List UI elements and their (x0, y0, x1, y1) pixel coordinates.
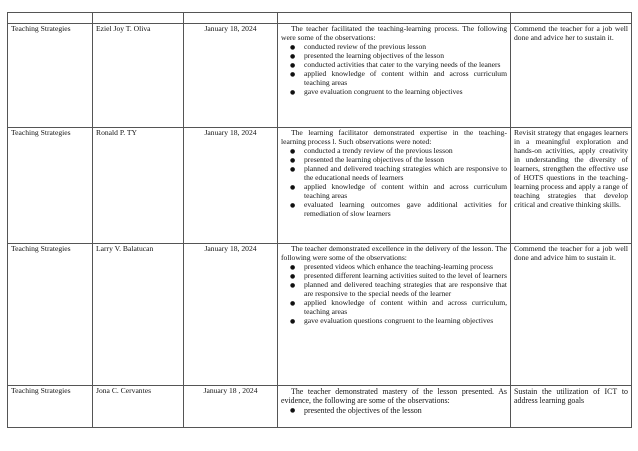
list-item-text: applied knowledge of content within and across curriculum teaching areas (304, 68, 507, 87)
recommendation-cell: Revisit strategy that engages learners in a meaningful exploration and hands-on activities, apply creativity in understanding the diversity of learners, strengthen the effective use of HOTS questions in the teaching-learning process and apply a range of teaching strategies that develop critical and creative thinking skills. (511, 128, 632, 244)
header-cell (184, 13, 278, 24)
bullet-icon: ● (290, 272, 296, 280)
area-cell: Teaching Strategies (8, 244, 93, 386)
header-cell (511, 13, 632, 24)
list-item (290, 181, 507, 201)
list-item-text: conducted a trendy review of the previous lesson (304, 145, 453, 155)
list-item (290, 315, 507, 326)
list-item (290, 405, 507, 415)
teacher-name-cell: Ronald P. TY (93, 128, 184, 244)
bullet-icon: ● (290, 43, 296, 51)
list-item-text: presented the objectives of the lesson (304, 405, 422, 415)
list-item-text: planned and delivered teaching strategies that are responsive that are responsive to the special needs of the learner (304, 279, 507, 298)
bullet-icon: ● (290, 263, 296, 271)
list-item-text: conducted review of the previous lesson (304, 41, 427, 51)
list-item-text: presented different learning activities suited to the level of learners (304, 270, 507, 280)
date-cell: January 18, 2024 (184, 128, 278, 244)
header-cell (278, 13, 511, 24)
list-item-text: presented videos which enhance the teaching-learning process (304, 261, 493, 271)
observations-cell (278, 244, 511, 386)
header-cell (8, 13, 93, 24)
bullet-icon: ● (290, 317, 296, 325)
observations-cell (278, 386, 511, 428)
area-cell: Teaching Strategies (8, 386, 93, 428)
area-cell: Teaching Strategies (8, 24, 93, 128)
observation-list (281, 43, 507, 97)
date-cell: January 18, 2024 (184, 244, 278, 386)
recommendation-cell: Commend the teacher for a job well done and advice her to sustain it. (511, 24, 632, 128)
list-item-text: applied knowledge of content within and across curriculum teaching areas (304, 181, 507, 200)
bullet-icon: ● (290, 147, 296, 155)
bullet-icon: ● (290, 201, 296, 209)
date-cell: January 18 , 2024 (184, 386, 278, 428)
area-cell: Teaching Strategies (8, 128, 93, 244)
bullet-icon: ● (290, 61, 296, 69)
list-item-text: gave evaluation questions congruent to the learning objectives (304, 315, 494, 325)
observation-intro: The learning facilitator demonstrated expertise in the teaching-learning process l. Such observations were noted: (281, 128, 507, 146)
bullet-icon: ● (290, 281, 296, 289)
bullet-icon: ● (290, 406, 296, 414)
list-item (290, 68, 507, 88)
observation-intro: The teacher facilitated the teaching-learning process. The following were some of the observations: (281, 24, 507, 42)
teacher-name-cell: Larry V. Balatucan (93, 244, 184, 386)
table-row (8, 386, 632, 428)
list-item (290, 279, 507, 299)
date-cell: January 18, 2024 (184, 24, 278, 128)
list-item-text: planned and delivered teaching strategies which are responsive to the educational needs of learners (304, 163, 507, 182)
table-row (8, 128, 632, 244)
table-row (8, 24, 632, 128)
observations-cell (278, 24, 511, 128)
recommendation-cell: Sustain the utilization of ICT to address learning goals (511, 386, 632, 428)
table-header-row (8, 13, 632, 24)
list-item-text: applied knowledge of content within and across curriculum, teaching areas (304, 297, 507, 316)
observation-list (281, 147, 507, 219)
bullet-icon: ● (290, 156, 296, 164)
list-item-text: gave evaluation congruent to the learning objectives (304, 86, 463, 96)
observations-cell (278, 128, 511, 244)
list-item-text: presented the learning objectives of the lesson (304, 50, 445, 60)
observation-list (281, 406, 507, 415)
table-row (8, 244, 632, 386)
observation-intro: The teacher demonstrated excellence in the delivery of the lesson. The following were some of the observations: (281, 244, 507, 262)
recommendation-cell: Commend the teacher for a job well done and advice him to sustain it. (511, 244, 632, 386)
list-item (290, 199, 507, 219)
observation-intro: The teacher demonstrated mastery of the lesson presented. As evidence, the following are some of the observations: (281, 387, 507, 406)
header-cell (93, 13, 184, 24)
bullet-icon: ● (290, 52, 296, 60)
list-item (290, 86, 507, 97)
bullet-icon: ● (290, 183, 296, 191)
list-item-text: conducted activities that cater to the varying needs of the leaners (304, 59, 501, 69)
list-item-text: presented the learning objectives of the lesson (304, 154, 445, 164)
bullet-icon: ● (290, 165, 296, 173)
observation-table (7, 12, 632, 428)
bullet-icon: ● (290, 299, 296, 307)
list-item (290, 297, 507, 317)
list-item (290, 163, 507, 183)
teacher-name-cell: Jona C. Cervantes (93, 386, 184, 428)
bullet-icon: ● (290, 70, 296, 78)
observation-list (281, 263, 507, 326)
teacher-name-cell: Eziel Joy T. Oliva (93, 24, 184, 128)
bullet-icon: ● (290, 88, 296, 96)
list-item-text: evaluated learning outcomes gave additional activities for remediation of slow learners (304, 199, 507, 218)
